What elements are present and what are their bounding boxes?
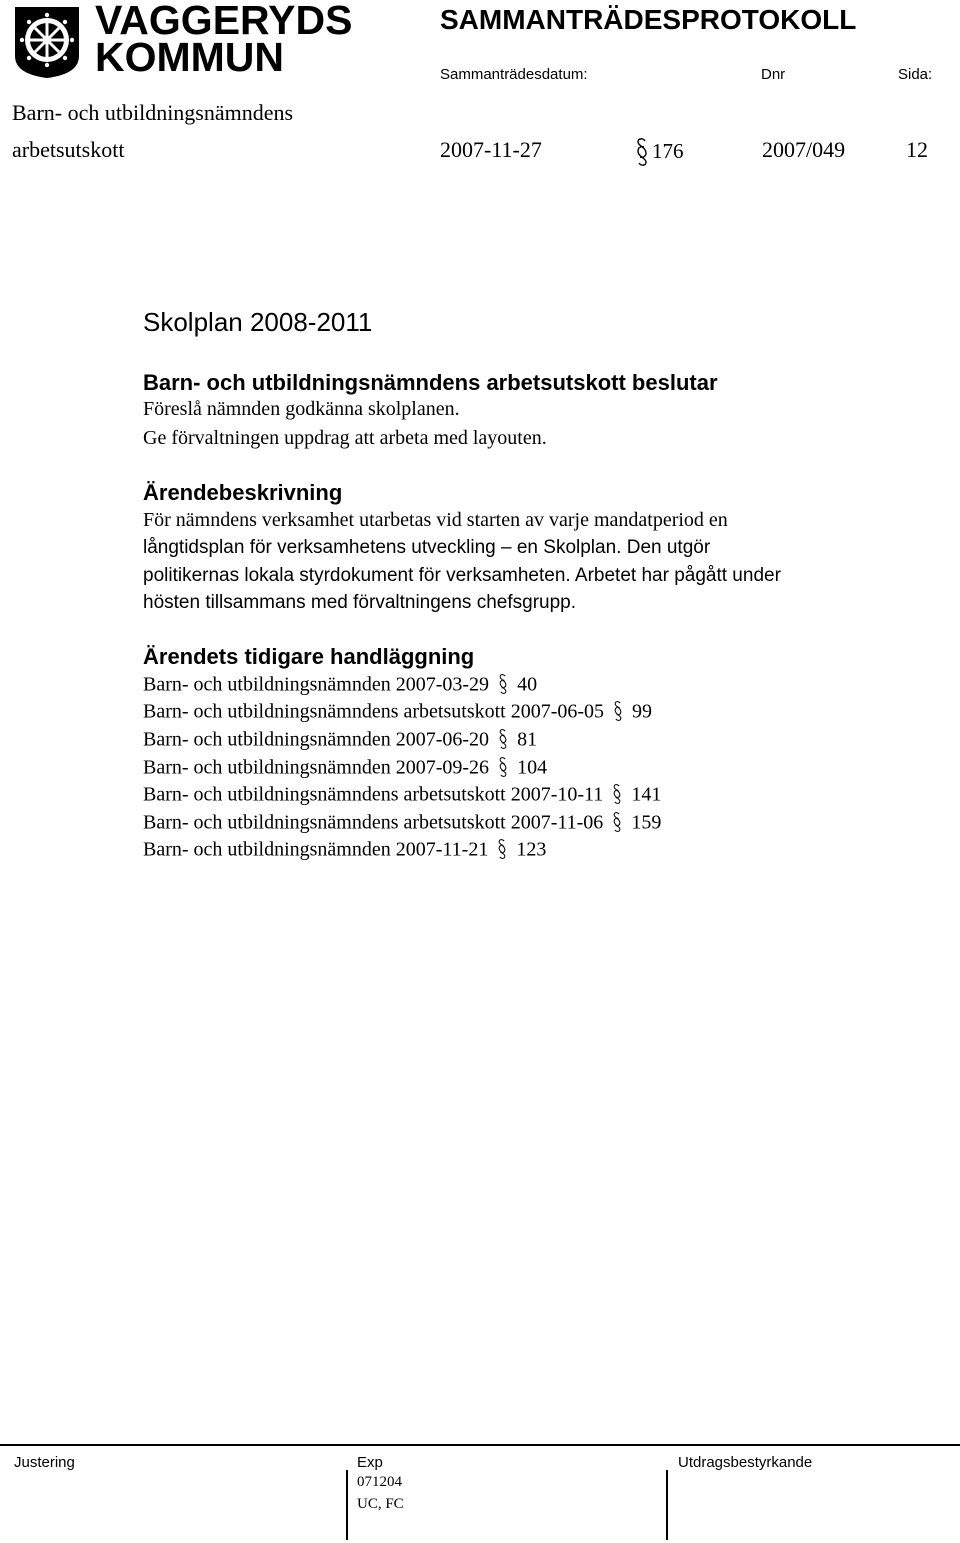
footer-divider — [0, 1444, 960, 1446]
dnr-label: Dnr — [761, 66, 786, 83]
paragraph-number: 176 — [652, 139, 684, 163]
history-text: Barn- och utbildningsnämnden 2007-09-26 — [143, 756, 490, 779]
history-text: Barn- och utbildningsnämnden 2007-03-29 — [143, 673, 490, 696]
history-heading: Ärendets tidigare handläggning — [143, 644, 475, 669]
section-sign-icon — [498, 754, 508, 780]
section-sign-icon — [612, 781, 622, 807]
footer-column-divider — [666, 1470, 668, 1540]
page-label: Sida: — [898, 66, 933, 83]
section-sign-icon — [498, 671, 508, 697]
page-number: 12 — [906, 137, 928, 162]
history-row — [143, 811, 661, 837]
history-paragraph: 40 — [517, 673, 538, 696]
dnr-value: 2007/049 — [762, 137, 846, 162]
history-paragraph: 141 — [631, 783, 662, 806]
case-title: Skolplan 2008-2011 — [143, 307, 373, 337]
history-paragraph: 99 — [632, 700, 653, 723]
history-text: Barn- och utbildningsnämnden 2007-06-20 — [143, 728, 490, 751]
justering-label: Justering — [14, 1454, 75, 1471]
footer-column-divider — [346, 1470, 348, 1540]
decision-item: Föreslå nämnden godkänna skolplanen. — [143, 398, 460, 420]
section-sign-icon — [635, 137, 649, 167]
description-heading: Ärendebeskrivning — [143, 480, 343, 505]
exp-label: Exp — [357, 1454, 383, 1471]
logo-text-bottom: KOMMUN — [95, 34, 285, 80]
wheel-emblem-icon — [12, 4, 82, 80]
decision-heading: Barn- och utbildningsnämndens arbetsutskott beslutar — [143, 370, 718, 395]
history-row — [143, 756, 547, 782]
logo-text-top: VAGGERYDS — [95, 0, 353, 43]
exp-recipients: UC, FC — [357, 1496, 404, 1512]
committee-subunit: arbetsutskott — [12, 137, 125, 162]
history-paragraph: 104 — [517, 756, 548, 779]
history-row — [143, 783, 661, 809]
description-line: politikernas lokala styrdokument för verksamheten. Arbetet har pågått under — [143, 565, 781, 586]
meeting-date: 2007-11-27 — [440, 137, 542, 162]
section-sign-icon — [498, 726, 508, 752]
history-text: Barn- och utbildningsnämndens arbetsutskott 2007-06-05 — [143, 700, 605, 723]
history-row — [143, 728, 537, 754]
history-row — [143, 838, 546, 864]
history-paragraph: 81 — [517, 728, 538, 751]
history-text: Barn- och utbildningsnämndens arbetsutskott 2007-11-06 — [143, 811, 604, 834]
description-line: hösten tillsammans med förvaltningens chefsgrupp. — [143, 592, 577, 613]
description-line: För nämndens verksamhet utarbetas vid starten av varje mandatperiod en — [143, 509, 728, 531]
history-paragraph: 123 — [516, 838, 547, 861]
history-paragraph: 159 — [631, 811, 662, 834]
history-row — [143, 673, 537, 699]
section-sign-icon — [612, 809, 622, 835]
meeting-date-label: Sammanträdesdatum: — [440, 66, 588, 83]
extract-certification-label: Utdragsbestyrkande — [678, 1454, 813, 1471]
history-text: Barn- och utbildningsnämndens arbetsutskott 2007-10-11 — [143, 783, 604, 806]
committee-name: Barn- och utbildningsnämndens — [12, 100, 294, 125]
description-line: långtidsplan för verksamhetens utveckling – en Skolplan. Den utgör — [143, 537, 711, 558]
history-text: Barn- och utbildningsnämnden 2007-11-21 — [143, 838, 489, 861]
history-row — [143, 700, 652, 726]
exp-date: 071204 — [357, 1474, 402, 1490]
section-sign-icon — [497, 836, 507, 862]
document-type-title: SAMMANTRÄDESPROTOKOLL — [440, 4, 857, 35]
decision-item: Ge förvaltningen uppdrag att arbeta med layouten. — [143, 427, 547, 449]
section-sign-icon — [613, 698, 623, 724]
